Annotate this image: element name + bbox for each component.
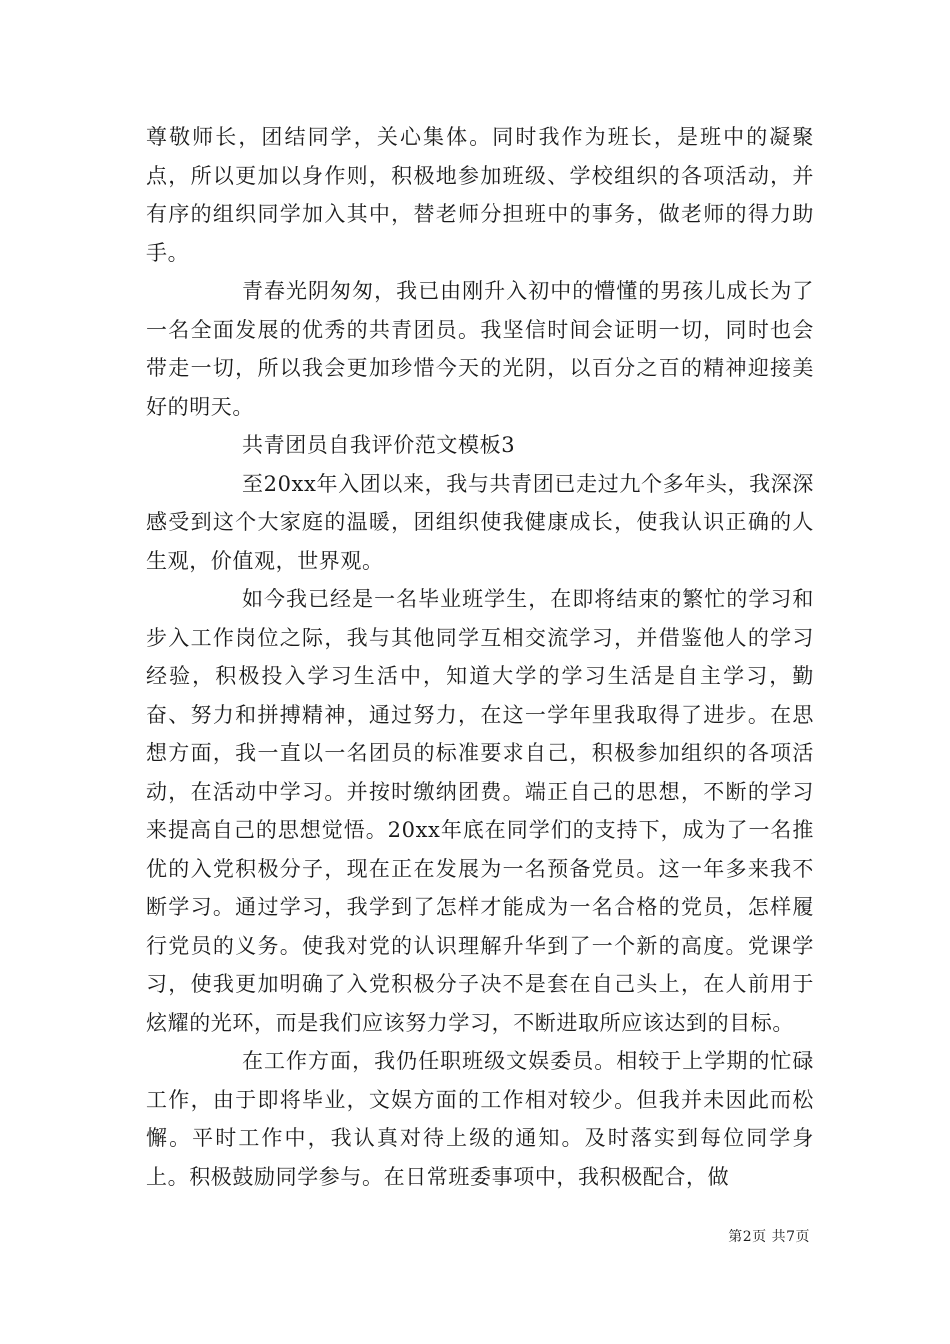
document-body: [146, 118, 814, 1196]
page-number-footer: 第2页 共7页: [728, 1229, 810, 1245]
paragraph-4: 如今我已经是一名毕业班学生，在即将结束的繁忙的学习和步入工作岗位之际，我与其他同学互相交流学习，并借鉴他人的学习经验，积极投入学习生活中，知道大学的学习生活是自主学习，勤奋、努力和拼搏精神，通过努力，在这一学年里我取得了进步。在思想方面，我一直以一名团员的标准要求自己，积极参加组织的各项活动，在活动中学习。并按时缴纳团费。端正自己的思想，不断的学习来提高自己的思想觉悟。20xx年底在同学们的支持下，成为了一名推优的入党积极分子，现在正在发展为一名预备党员。这一年多来我不断学习。通过学习，我学到了怎样才能成为一名合格的党员，怎样履行党员的义务。使我对党的认识理解升华到了一个新的高度。党课学习，使我更加明确了入党积极分子决不是套在自己头上，在人前用于炫耀的光环，而是我们应该努力学习，不断进取所应该达到的目标。: [146, 587, 814, 1035]
paragraph-1: 尊敬师长，团结同学，关心集体。同时我作为班长，是班中的凝聚点，所以更加以身作则，积极地参加班级、学校组织的各项活动，并有序的组织同学加入其中，替老师分担班中的事务，做老师的得力助手。: [146, 125, 814, 265]
paragraph-5: 在工作方面，我仍任职班级文娱委员。相较于上学期的忙碌工作，由于即将毕业，文娱方面的工作相对较少。但我并未因此而松懈。平时工作中，我认真对待上级的通知。及时落实到每位同学身上。积极鼓励同学参与。在日常班委事项中，我积极配合，做: [146, 1049, 814, 1189]
paragraph-2: 青春光阴匆匆，我已由刚升入初中的懵懂的男孩儿成长为了一名全面发展的优秀的共青团员。我坚信时间会证明一切，同时也会带走一切，所以我会更加珍惜今天的光阴，以百分之百的精神迎接美好的明天。: [146, 279, 814, 419]
paragraph-3: 至20xx年入团以来，我与共青团已走过九个多年头，我深深感受到这个大家庭的温暖，团组织使我健康成长，使我认识正确的人生观，价值观，世界观。: [146, 471, 814, 573]
section-heading: 共青团员自我评价范文模板3: [242, 433, 516, 457]
